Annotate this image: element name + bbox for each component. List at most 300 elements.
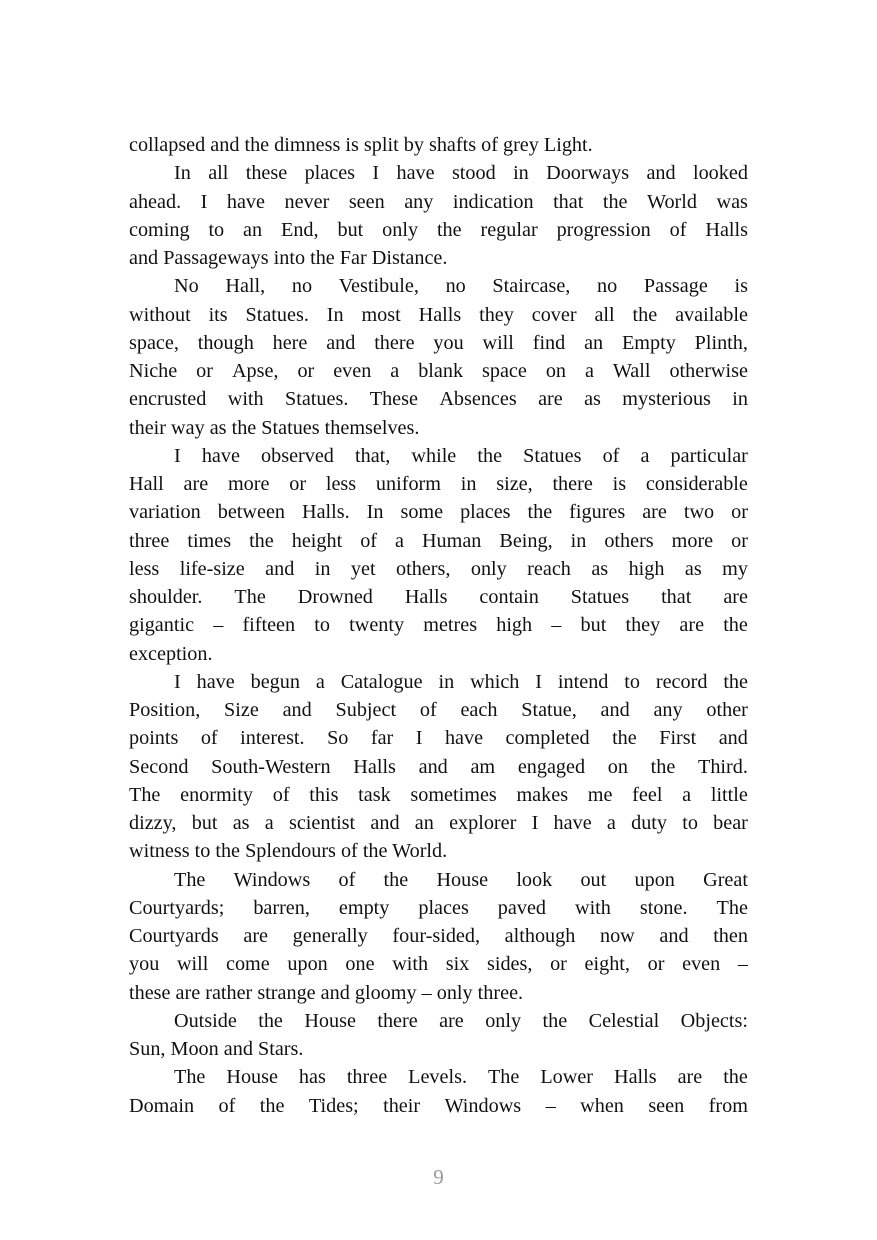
word: paved <box>497 896 546 919</box>
word: Statues <box>523 444 582 467</box>
word: less <box>325 473 357 495</box>
text-line <box>129 498 748 526</box>
word: the <box>249 529 274 552</box>
word: or <box>297 360 315 382</box>
word: of <box>602 444 620 467</box>
word: cover <box>531 303 577 326</box>
word: will <box>482 331 514 354</box>
word: Lower <box>540 1066 594 1089</box>
word: is <box>734 275 748 298</box>
word: scientist <box>288 812 356 834</box>
word: Passage <box>643 275 708 298</box>
word: with <box>227 388 264 411</box>
text-line <box>129 950 748 978</box>
word: otherwise <box>669 360 748 382</box>
text-line <box>129 442 748 470</box>
word: even <box>682 953 721 976</box>
word: but <box>191 812 218 834</box>
word: any <box>404 190 434 213</box>
word: Third. <box>698 755 748 778</box>
word: begun <box>250 670 300 693</box>
word: find <box>532 331 566 354</box>
word: I <box>200 190 208 213</box>
word: Second <box>129 755 189 778</box>
word: but <box>337 218 364 241</box>
word: a <box>640 444 650 467</box>
word: Niche <box>129 360 178 382</box>
text-line <box>129 159 748 187</box>
word: come <box>226 953 270 976</box>
text-line <box>129 272 748 300</box>
word: looked <box>692 162 748 185</box>
word: of <box>419 699 437 721</box>
word: and <box>370 812 400 834</box>
word: variation <box>129 501 201 524</box>
word: never <box>284 190 330 213</box>
word: intend <box>557 670 609 693</box>
paragraph <box>129 1063 748 1120</box>
word: they <box>479 303 514 326</box>
word: as <box>591 557 609 580</box>
word: I <box>174 444 181 467</box>
word: six <box>445 953 470 976</box>
word: considerable <box>645 473 748 495</box>
word: shoulder. <box>129 586 203 608</box>
word: completed <box>505 727 590 750</box>
word: Empty <box>621 331 676 354</box>
word: uniform <box>375 473 441 495</box>
word: South-Western <box>211 755 331 778</box>
word: more <box>227 473 270 495</box>
word: others <box>604 529 654 552</box>
word: on <box>545 360 566 382</box>
word: three <box>129 529 170 552</box>
word: empty <box>338 896 390 919</box>
word: two <box>683 501 715 524</box>
word: Domain <box>129 1094 195 1117</box>
word: my <box>722 557 748 580</box>
word: stood <box>451 162 496 185</box>
word: but <box>580 614 607 637</box>
word: with <box>574 896 611 919</box>
word: Statue, <box>521 699 577 721</box>
word: no <box>445 275 466 298</box>
word: contain <box>479 586 539 608</box>
word: less <box>129 557 160 580</box>
word: a <box>584 360 594 382</box>
word: most <box>361 303 401 326</box>
word: have <box>196 670 235 693</box>
word: Levels. <box>408 1066 467 1089</box>
word: Halls <box>705 218 748 241</box>
word: upon <box>634 868 675 891</box>
word: or <box>731 529 748 552</box>
word: are <box>538 388 563 411</box>
word: and <box>418 755 448 778</box>
word: Vestibule, <box>338 275 419 298</box>
text-line <box>129 216 748 244</box>
word: or <box>196 360 213 382</box>
word: reach <box>527 557 571 580</box>
word: available <box>675 303 748 326</box>
word: me <box>587 783 613 806</box>
word: of <box>218 1094 236 1117</box>
text-line <box>129 583 748 611</box>
text-line <box>129 611 748 639</box>
word: Absences <box>439 388 517 411</box>
word: places <box>460 501 511 524</box>
word: in <box>513 162 529 185</box>
word: some <box>400 501 444 524</box>
word: there <box>374 331 415 354</box>
word: a <box>395 529 404 552</box>
text-line <box>129 301 748 329</box>
word: – <box>213 614 224 637</box>
word: feel <box>632 783 663 806</box>
word: barren, <box>253 896 310 919</box>
paragraph <box>129 442 748 668</box>
word: No <box>174 275 199 298</box>
word: Wall <box>612 360 651 382</box>
word: a <box>315 670 325 693</box>
word: Celestial <box>588 1009 660 1032</box>
word: all <box>594 303 615 326</box>
word: and <box>718 727 748 750</box>
word: are <box>723 586 748 608</box>
word: there <box>377 1009 418 1032</box>
text-line <box>129 753 748 781</box>
paragraph <box>129 131 748 159</box>
word: high <box>628 557 665 580</box>
word: to <box>624 670 640 693</box>
word: eight, <box>584 953 630 976</box>
text-line <box>129 696 748 724</box>
word: will <box>176 953 209 976</box>
word: am <box>470 755 496 778</box>
paragraph <box>129 668 748 866</box>
word: upon <box>287 953 328 976</box>
word: although <box>504 925 576 947</box>
word: an <box>584 331 604 354</box>
word: Being, <box>499 529 553 552</box>
word: I <box>372 162 380 185</box>
text-line <box>129 555 748 583</box>
paragraph <box>129 1007 748 1064</box>
word: here <box>272 331 308 354</box>
word: Halls <box>418 303 462 326</box>
word: three <box>346 1066 388 1089</box>
word: The <box>174 1066 206 1089</box>
word: in <box>314 557 331 580</box>
word: space <box>482 360 527 382</box>
word: the <box>527 501 553 524</box>
word: the <box>259 1094 285 1117</box>
word: four-sided, <box>392 925 481 947</box>
word: have <box>396 162 435 185</box>
word: – <box>545 1094 556 1117</box>
text-line <box>129 527 748 555</box>
word: regular <box>480 218 538 241</box>
word: particular <box>670 444 748 467</box>
word: Halls <box>613 1066 657 1089</box>
text-line <box>129 329 748 357</box>
word: the <box>632 303 658 326</box>
word: Doorways <box>546 162 630 185</box>
word: have <box>553 812 592 834</box>
word: between <box>217 501 286 524</box>
word: of <box>200 727 218 750</box>
word: the <box>612 727 637 750</box>
word: as <box>232 812 250 834</box>
word: First <box>659 727 697 750</box>
text-line: their way as the Statues themselves. <box>129 416 420 439</box>
word: that <box>553 190 584 213</box>
word: The <box>174 868 206 891</box>
paragraph <box>129 159 748 272</box>
word: others, <box>396 557 451 580</box>
word: blank <box>418 360 464 382</box>
paragraph <box>129 866 748 1007</box>
word: Size <box>224 699 259 721</box>
word: gigantic <box>129 614 195 637</box>
word: their <box>383 1094 421 1117</box>
word: no <box>291 275 313 298</box>
word: are <box>183 473 209 495</box>
text-line: exception. <box>129 642 213 665</box>
word: So <box>327 727 349 750</box>
text-line: collapsed and the dimness is split by shafts of grey Light. <box>129 134 593 156</box>
word: far <box>370 727 394 750</box>
word: an <box>243 218 263 241</box>
text-line: these are rather strange and gloomy – only three. <box>129 981 524 1004</box>
word: Human <box>421 529 482 552</box>
word: Courtyards <box>129 925 219 947</box>
word: from <box>708 1094 748 1117</box>
word: as <box>684 557 702 580</box>
word: then <box>713 925 748 947</box>
text-line: witness to the Splendours of the World. <box>129 840 448 863</box>
word: makes <box>516 783 569 806</box>
word: in <box>732 388 748 411</box>
word: or <box>647 953 665 976</box>
word: fifteen <box>242 614 296 637</box>
word: Subject <box>335 699 397 721</box>
text-line <box>129 781 748 809</box>
text-line <box>129 1007 748 1035</box>
word: Objects: <box>680 1009 748 1032</box>
word: Plinth, <box>694 331 748 354</box>
word: each <box>460 699 498 721</box>
text-line <box>129 668 748 696</box>
word: Catalogue <box>340 670 423 693</box>
word: I <box>415 727 423 750</box>
word: the <box>723 614 748 637</box>
word: Staircase, <box>492 275 571 298</box>
word: engaged <box>517 755 586 778</box>
word: the <box>542 1009 568 1032</box>
word: ahead. <box>129 190 182 213</box>
word: metres <box>423 614 478 637</box>
word: height <box>291 529 343 552</box>
word: House <box>436 868 489 891</box>
word: In <box>326 303 344 326</box>
text-line <box>129 922 748 950</box>
word: are <box>243 925 269 947</box>
word: encrusted <box>129 388 207 411</box>
word: Great <box>703 868 748 891</box>
word: of <box>338 868 356 891</box>
word: Position, <box>129 699 201 721</box>
word: more <box>671 529 714 552</box>
word: you <box>129 953 160 976</box>
text-line: and Passageways into the Far Distance. <box>129 247 448 269</box>
word: the <box>436 218 462 241</box>
word: and <box>282 699 312 721</box>
word: which <box>470 670 520 693</box>
word: these <box>245 162 288 185</box>
word: The <box>129 783 161 806</box>
word: in <box>570 529 587 552</box>
word: the <box>383 868 409 891</box>
word: or <box>550 953 567 976</box>
word: bear <box>713 812 748 834</box>
word: – <box>737 953 748 976</box>
word: high <box>496 614 533 637</box>
word: Statues <box>570 586 630 608</box>
word: in <box>438 670 455 693</box>
word: Windows <box>444 1094 522 1117</box>
word: only <box>470 557 507 580</box>
word: is <box>612 473 627 495</box>
word: I <box>535 670 543 693</box>
word: the <box>650 755 676 778</box>
text-line <box>129 1063 748 1091</box>
word: Statues. <box>245 303 309 326</box>
word: places <box>418 896 469 919</box>
word: you <box>433 331 464 354</box>
paragraph <box>129 272 748 442</box>
word: have <box>201 444 240 467</box>
word: now <box>599 925 635 947</box>
word: Hall, <box>225 275 266 298</box>
word: Apse, <box>231 360 279 382</box>
word: a <box>390 360 400 382</box>
word: that <box>661 586 692 608</box>
text-line <box>129 1092 748 1120</box>
word: to <box>208 218 225 241</box>
word: coming <box>129 218 190 241</box>
word: seen <box>348 190 385 213</box>
word: with <box>392 953 429 976</box>
word: In <box>366 501 384 524</box>
word: out <box>580 868 607 891</box>
word: The <box>487 1066 520 1089</box>
word: are <box>642 501 667 524</box>
word: as <box>584 388 601 411</box>
word: Halls. <box>302 501 350 524</box>
word: no <box>597 275 618 298</box>
word: have <box>444 727 484 750</box>
word: little <box>710 783 748 806</box>
word: and <box>646 162 676 185</box>
word: only <box>382 218 419 241</box>
word: a <box>682 783 692 806</box>
word: seen <box>648 1094 685 1117</box>
word: in <box>460 473 477 495</box>
word: observed <box>261 444 334 467</box>
word: Drowned <box>297 586 373 608</box>
text-line <box>129 470 748 498</box>
word: I <box>531 812 539 834</box>
word: record <box>655 670 708 693</box>
word: on <box>607 755 628 778</box>
word: are <box>677 1066 703 1089</box>
text-line <box>129 724 748 752</box>
word: a <box>264 812 274 834</box>
word: has <box>298 1066 326 1089</box>
text-line <box>129 894 748 922</box>
word: dizzy, <box>129 812 177 834</box>
word: this <box>309 783 339 806</box>
text-line: Sun, Moon and Stars. <box>129 1038 304 1060</box>
word: the <box>602 190 628 213</box>
word: twenty <box>349 614 405 637</box>
word: mysterious <box>622 388 711 411</box>
word: Statues. <box>285 388 349 411</box>
word: progression <box>556 218 651 241</box>
text-line <box>129 357 748 385</box>
word: when <box>580 1094 624 1117</box>
word: are <box>679 614 705 637</box>
word: have <box>226 190 265 213</box>
word: a <box>606 812 616 834</box>
text-line <box>129 866 748 894</box>
word: generally <box>292 925 368 947</box>
word: an <box>414 812 434 834</box>
word: Outside <box>174 1009 237 1032</box>
word: was <box>716 190 748 213</box>
word: while <box>411 444 457 467</box>
word: House <box>226 1066 278 1089</box>
word: all <box>208 162 229 185</box>
word: sometimes <box>410 783 497 806</box>
word: stone. <box>639 896 688 919</box>
word: and <box>326 331 356 354</box>
word: its <box>208 303 228 326</box>
word: of <box>272 783 290 806</box>
word: one <box>345 953 375 976</box>
word: size, <box>496 473 533 495</box>
word: to <box>314 614 330 637</box>
word: Halls <box>404 586 448 608</box>
word: Halls <box>353 755 396 778</box>
word: there <box>552 473 593 495</box>
word: House <box>304 1009 356 1032</box>
word: life-size <box>179 557 245 580</box>
word: World <box>647 190 697 213</box>
word: sides, <box>486 953 533 976</box>
word: and <box>659 925 689 947</box>
word: task <box>358 783 391 806</box>
word: points <box>129 727 179 750</box>
word: duty <box>631 812 667 834</box>
word: other <box>706 699 748 721</box>
word: look <box>516 868 553 891</box>
text-line <box>129 809 748 837</box>
word: to <box>682 812 698 834</box>
word: Windows <box>233 868 311 891</box>
word: Hall <box>129 473 164 495</box>
